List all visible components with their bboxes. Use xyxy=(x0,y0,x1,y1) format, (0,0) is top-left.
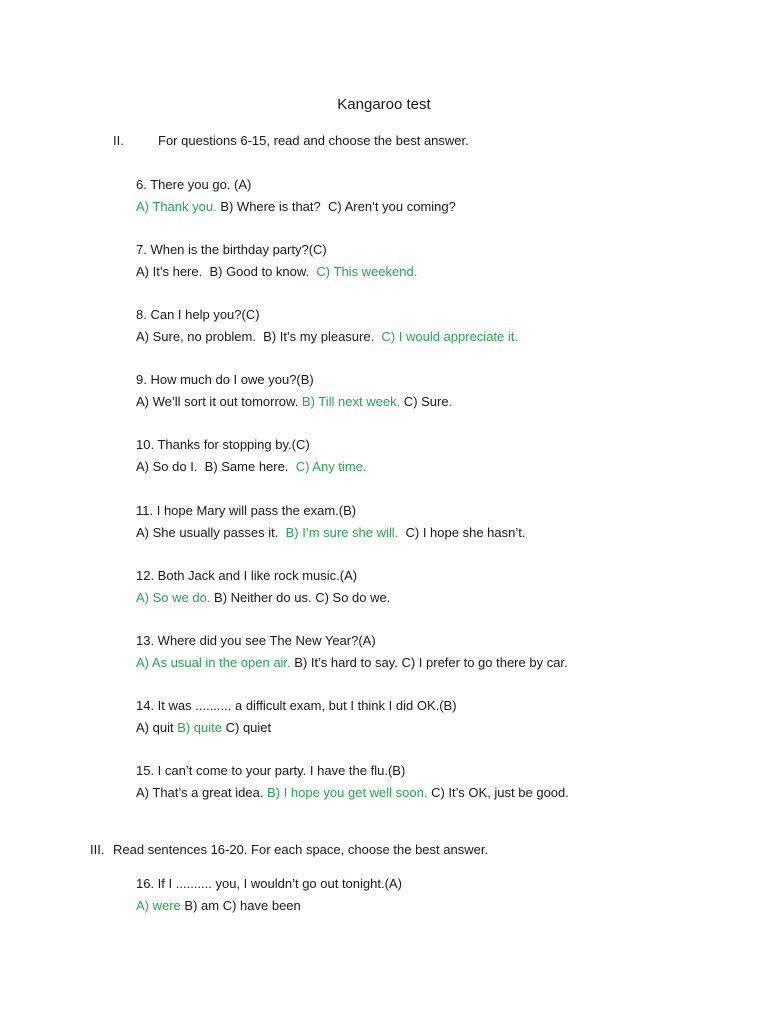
option-b: B) Neither do us. xyxy=(210,589,312,605)
question-14 xyxy=(136,695,457,738)
question-options xyxy=(136,782,569,804)
option-b: B) It’s my pleasure. xyxy=(255,328,375,344)
question-prompt: 6. There you go. (A) xyxy=(136,177,252,192)
question-prompt: 15. I can’t come to your party. I have the flu.(B) xyxy=(136,763,406,778)
option-b: B) I hope you get well soon. xyxy=(263,784,428,800)
option-b: B) Good to know. xyxy=(202,263,310,279)
option-c: C) Aren’t you coming? xyxy=(320,198,456,214)
option-a: A) quit xyxy=(136,719,174,735)
option-a: A) were xyxy=(136,897,181,913)
question-16 xyxy=(136,873,402,916)
section-2-heading xyxy=(113,133,469,148)
question-prompt: 7. When is the birthday party?(C) xyxy=(136,242,327,257)
question-options xyxy=(136,196,456,218)
question-prompt: 16. If I .......... you, I wouldn’t go out tonight.(A) xyxy=(136,876,402,891)
question-11 xyxy=(136,500,525,543)
question-options xyxy=(136,587,390,609)
option-a: A) Sure, no problem. xyxy=(136,328,256,344)
option-a: A) We’ll sort it out tomorrow. xyxy=(136,393,299,409)
option-b: B) It’s hard to say. xyxy=(290,654,398,670)
option-a: A) As usual in the open air. xyxy=(136,654,291,670)
option-c: C) I would appreciate it. xyxy=(374,328,518,344)
option-a: A) So we do. xyxy=(136,589,211,605)
option-a: A) She usually passes it. xyxy=(136,524,279,540)
option-c: C) This weekend. xyxy=(309,263,418,279)
section-3-instruction: Read sentences 16-20. For each space, choose the best answer. xyxy=(113,842,489,857)
question-prompt: 11. I hope Mary will pass the exam.(B) xyxy=(136,503,357,518)
question-13 xyxy=(136,630,568,673)
option-b: B) Same here. xyxy=(197,458,289,474)
option-b: B) Where is that? xyxy=(216,198,321,214)
question-prompt: 12. Both Jack and I like rock music.(A) xyxy=(136,568,358,583)
option-a: A) That’s a great idea. xyxy=(136,784,264,800)
option-b: B) I’m sure she will. xyxy=(278,524,399,540)
question-6 xyxy=(136,174,456,217)
question-prompt: 10. Thanks for stopping by.(C) xyxy=(136,437,310,452)
option-b: B) am xyxy=(180,897,220,913)
question-prompt: 14. It was .......... a difficult exam, but I think I did OK.(B) xyxy=(136,698,457,713)
question-15 xyxy=(136,760,569,803)
question-prompt: 8. Can I help you?(C) xyxy=(136,307,260,322)
question-options xyxy=(136,717,457,739)
question-options xyxy=(136,391,452,413)
option-c: C) I prefer to go there by car. xyxy=(397,654,568,670)
section-3-heading xyxy=(90,842,488,857)
option-a: A) It’s here. xyxy=(136,263,203,279)
page-title: Kangaroo test xyxy=(337,96,431,113)
option-c: C) quiet xyxy=(222,719,272,735)
option-c: C) It’s OK, just be good. xyxy=(427,784,569,800)
question-options xyxy=(136,261,417,283)
option-b: B) quite xyxy=(173,719,222,735)
question-prompt: 9. How much do I owe you?(B) xyxy=(136,372,314,387)
question-options xyxy=(136,326,518,348)
question-12 xyxy=(136,565,390,608)
option-c: C) Sure. xyxy=(400,393,453,409)
option-c: C) have been xyxy=(219,897,301,913)
question-options xyxy=(136,522,525,544)
section-3-number: III. xyxy=(90,842,105,857)
section-2-instruction: For questions 6-15, read and choose the best answer. xyxy=(158,133,469,148)
option-a: A) So do I. xyxy=(136,458,198,474)
option-a: A) Thank you. xyxy=(136,198,217,214)
question-prompt: 13. Where did you see The New Year?(A) xyxy=(136,633,376,648)
question-options xyxy=(136,895,402,917)
section-2-number: II. xyxy=(113,133,124,148)
question-9 xyxy=(136,369,452,412)
question-options xyxy=(136,652,568,674)
question-options xyxy=(136,456,367,478)
question-10 xyxy=(136,434,367,477)
question-8 xyxy=(136,304,518,347)
option-b: B) Till next week. xyxy=(298,393,401,409)
question-7 xyxy=(136,239,417,282)
option-c: C) Any time. xyxy=(288,458,367,474)
option-c: C) I hope she hasn’t. xyxy=(398,524,526,540)
option-c: C) So do we. xyxy=(311,589,391,605)
